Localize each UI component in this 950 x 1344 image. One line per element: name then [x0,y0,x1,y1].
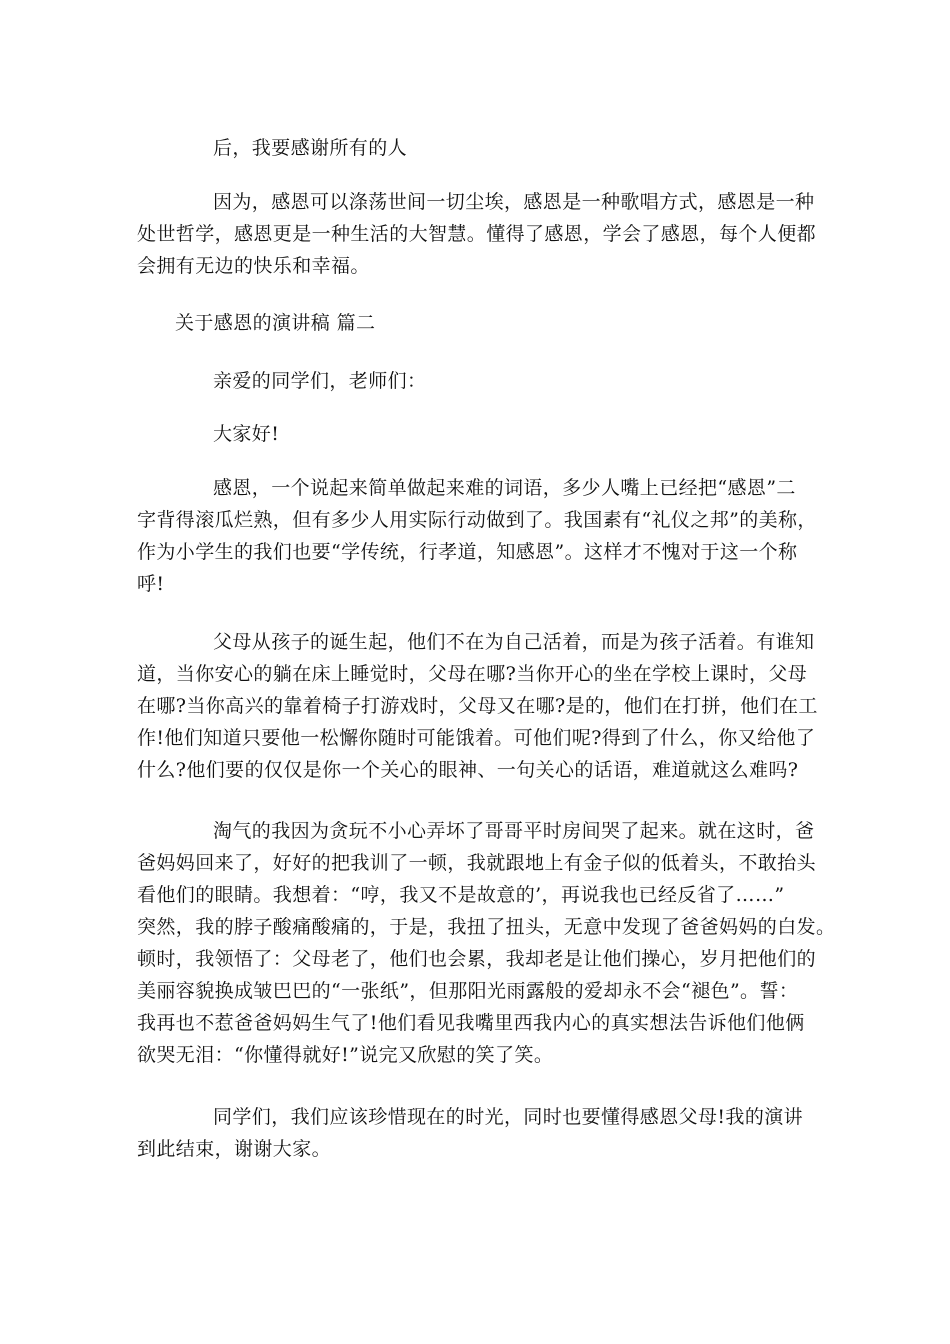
paragraph-gratitude-definition [137,472,823,600]
paragraph-line: 什么?他们要的仅仅是你一个关心的眼神、一句关心的话语，难道就这么难吗? [137,759,799,781]
paragraph-line: 大家好! [213,423,280,445]
paragraph-line: 会拥有无边的快乐和幸福。 [137,255,370,277]
paragraph-line: 在哪?当你高兴的靠着椅子打游戏时，父母又在哪?是的，他们在打拼，他们在工 [137,695,818,717]
paragraph-line: 感恩，一个说起来简单做起来难的词语，多少人嘴上已经把“感恩”二 [213,477,796,499]
paragraph-greeting [137,418,823,450]
paragraph-line: 同学们，我们应该珍惜现在的时光，同时也要懂得感恩父母!我的演讲 [213,1106,804,1128]
paragraph-gratitude-wisdom [137,186,823,282]
paragraph-parents-work [137,626,823,786]
paragraph-salutation [137,365,823,397]
paragraph-line: 后，我要感谢所有的人 [213,137,408,159]
paragraph-thanks-ending [137,132,823,164]
paragraph-line: 道，当你安心的躺在床上睡觉时，父母在哪?当你开心的坐在学校上课时，父母 [137,663,808,685]
paragraph-line: 突然，我的脖子酸痛酸痛的，于是，我扭了扭头，无意中发现了爸爸妈妈的白发。 [137,916,836,938]
heading-line: 关于感恩的演讲稿 篇二 [175,312,376,334]
paragraph-line: 美丽容貌换成皱巴巴的“一张纸”，但那阳光雨露般的爱却永不会“褪色”。誓： [137,980,799,1002]
paragraph-line: 父母从孩子的诞生起，他们不在为自己活着，而是为孩子活着。有谁知 [213,631,815,653]
paragraph-line: 到此结束，谢谢大家。 [137,1138,332,1160]
paragraph-line: 爸妈妈回来了，好好的把我训了一顿，我就跟地上有金子似的低着头，不敢抬头 [137,852,817,874]
paragraph-line: 我再也不惹爸爸妈妈生气了!他们看见我嘴里西我内心的真实想法告诉他们他俩 [137,1012,805,1034]
paragraph-line: 欲哭无泪：“你懂得就好!”说完又欣慰的笑了笑。 [137,1044,554,1066]
paragraph-line: 看他们的眼睛。我想着：“哼，我又不是故意的’，再说我也已经反省了……” [137,884,785,906]
paragraph-line: 呼! [137,573,165,595]
paragraph-line: 作!他们知道只要他一松懈你随时可能饿着。可他们呢?得到了什么，你又给他了 [137,727,816,749]
paragraph-line: 作为小学生的我们也要“学传统，行孝道，知感恩”。这样才不愧对于这一个称 [137,541,798,563]
paragraph-closing [137,1101,823,1165]
paragraph-line: 亲爱的同学们，老师们： [213,370,427,392]
paragraph-naughty-story [137,815,836,1071]
section-heading [137,307,823,339]
paragraph-line: 顿时，我领悟了：父母老了，他们也会累，我却老是让他们操心，岁月把他们的 [137,948,817,970]
paragraph-line: 淘气的我因为贪玩不小心弄坏了哥哥平时房间哭了起来。就在这时，爸 [213,820,815,842]
paragraph-line: 字背得滚瓜烂熟，但有多少人用实际行动做到了。我国素有“礼仪之邦”的美称， [137,509,817,531]
paragraph-line: 因为，感恩可以涤荡世间一切尘埃，感恩是一种歌唱方式，感恩是一种 [213,191,815,213]
paragraph-line: 处世哲学，感恩更是一种生活的大智慧。懂得了感恩，学会了感恩，每个人便都 [137,223,817,245]
